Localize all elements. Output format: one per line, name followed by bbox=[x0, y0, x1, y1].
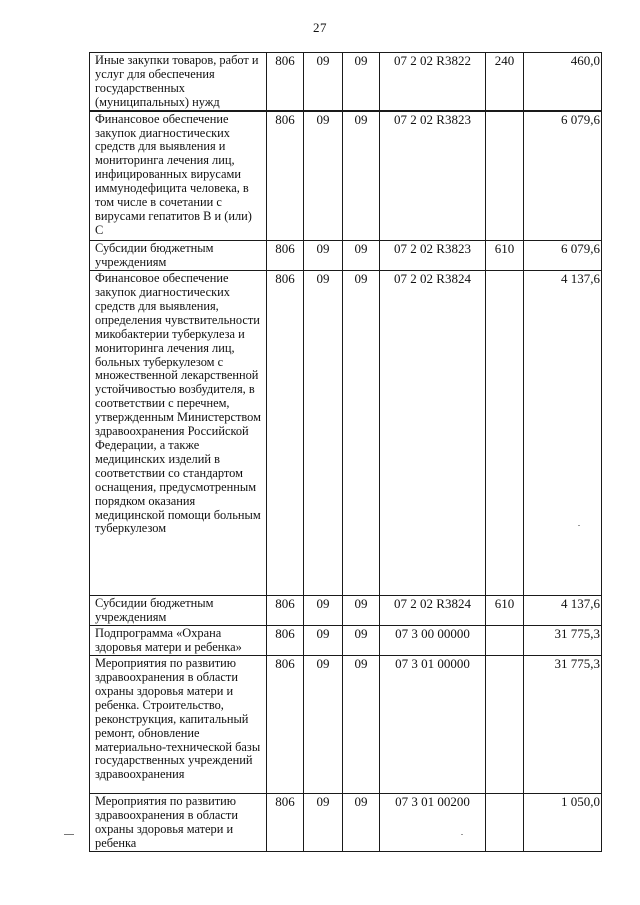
row-name: Финансовое обеспечение закупок диагностических средств для выявления и мониторинга лечения лиц, инфицированных вирусами иммунодефицита человека, в том числе в сочетании с вирусами гепатитов В и (или) С bbox=[90, 111, 267, 241]
section-code: 09 bbox=[304, 794, 343, 852]
scan-margin-mark bbox=[64, 834, 74, 835]
section-code: 09 bbox=[304, 271, 343, 596]
subsection-code: 09 bbox=[343, 596, 380, 626]
ministry-code: 806 bbox=[267, 271, 304, 596]
amount: 4 137,6 bbox=[524, 271, 602, 596]
table-row bbox=[90, 656, 602, 794]
scan-speck bbox=[461, 834, 463, 835]
subsection-code: 09 bbox=[343, 271, 380, 596]
expense-type: 610 bbox=[486, 241, 524, 271]
row-name: Субсидии бюджетным учреждениям bbox=[90, 241, 267, 271]
target-article: 07 2 02 R3822 bbox=[380, 53, 486, 111]
subsection-code: 09 bbox=[343, 241, 380, 271]
section-code: 09 bbox=[304, 596, 343, 626]
subsection-code: 09 bbox=[343, 111, 380, 241]
table-row bbox=[90, 111, 602, 241]
expense-type: 610 bbox=[486, 596, 524, 626]
amount: 460,0 bbox=[524, 53, 602, 111]
row-name: Мероприятия по развитию здравоохранения в области охраны здоровья матери и ребенка. Строительство, реконструкция, капитальный ремонт, обновление материально-технической базы государственных учреждений здравоохранения bbox=[90, 656, 267, 794]
amount: 6 079,6 bbox=[524, 111, 602, 241]
expense-type bbox=[486, 111, 524, 241]
ministry-code: 806 bbox=[267, 53, 304, 111]
expense-type bbox=[486, 626, 524, 656]
budget-table bbox=[89, 52, 602, 852]
expense-type bbox=[486, 794, 524, 852]
expense-type bbox=[486, 656, 524, 794]
amount: 1 050,0 bbox=[524, 794, 602, 852]
row-name: Финансовое обеспечение закупок диагностических средств для выявления, определения чувствительности микобактерии туберкулеза и мониторинга лечения лиц, больных туберкулезом с множественной лекарственной устойчивостью возбудителя, в соответствии с перечнем, утвержденным Министерством здравоохранения Российской Федерации, а также медицинских изделий в соответствии со стандартом оснащения, предусмотренным порядком оказания медицинской помощи больным туберкулезом bbox=[90, 271, 267, 596]
ministry-code: 806 bbox=[267, 626, 304, 656]
ministry-code: 806 bbox=[267, 656, 304, 794]
section-code: 09 bbox=[304, 626, 343, 656]
row-name: Иные закупки товаров, работ и услуг для обеспечения государственных (муниципальных) нужд bbox=[90, 53, 267, 111]
subsection-code: 09 bbox=[343, 626, 380, 656]
subsection-code: 09 bbox=[343, 53, 380, 111]
subsection-code: 09 bbox=[343, 656, 380, 794]
target-article: 07 2 02 R3823 bbox=[380, 241, 486, 271]
amount: 4 137,6 bbox=[524, 596, 602, 626]
row-name: Подпрограмма «Охрана здоровья матери и ребенка» bbox=[90, 626, 267, 656]
target-article: 07 3 01 00200 bbox=[380, 794, 486, 852]
page-number: 27 bbox=[313, 20, 327, 35]
section-code: 09 bbox=[304, 241, 343, 271]
target-article: 07 3 01 00000 bbox=[380, 656, 486, 794]
ministry-code: 806 bbox=[267, 241, 304, 271]
table-row bbox=[90, 53, 602, 111]
target-article: 07 2 02 R3824 bbox=[380, 271, 486, 596]
table-row bbox=[90, 271, 602, 596]
target-article: 07 2 02 R3823 bbox=[380, 111, 486, 241]
table-row bbox=[90, 626, 602, 656]
table-row bbox=[90, 596, 602, 626]
ministry-code: 806 bbox=[267, 596, 304, 626]
scan-speck bbox=[578, 525, 580, 526]
amount: 6 079,6 bbox=[524, 241, 602, 271]
section-code: 09 bbox=[304, 111, 343, 241]
ministry-code: 806 bbox=[267, 111, 304, 241]
row-name: Субсидии бюджетным учреждениям bbox=[90, 596, 267, 626]
amount: 31 775,3 bbox=[524, 656, 602, 794]
target-article: 07 2 02 R3824 bbox=[380, 596, 486, 626]
section-code: 09 bbox=[304, 53, 343, 111]
table-row bbox=[90, 794, 602, 852]
section-code: 09 bbox=[304, 656, 343, 794]
expense-type: 240 bbox=[486, 53, 524, 111]
ministry-code: 806 bbox=[267, 794, 304, 852]
subsection-code: 09 bbox=[343, 794, 380, 852]
table-row bbox=[90, 241, 602, 271]
expense-type bbox=[486, 271, 524, 596]
target-article: 07 3 00 00000 bbox=[380, 626, 486, 656]
row-name: Мероприятия по развитию здравоохранения в области охраны здоровья матери и ребенка bbox=[90, 794, 267, 852]
amount: 31 775,3 bbox=[524, 626, 602, 656]
